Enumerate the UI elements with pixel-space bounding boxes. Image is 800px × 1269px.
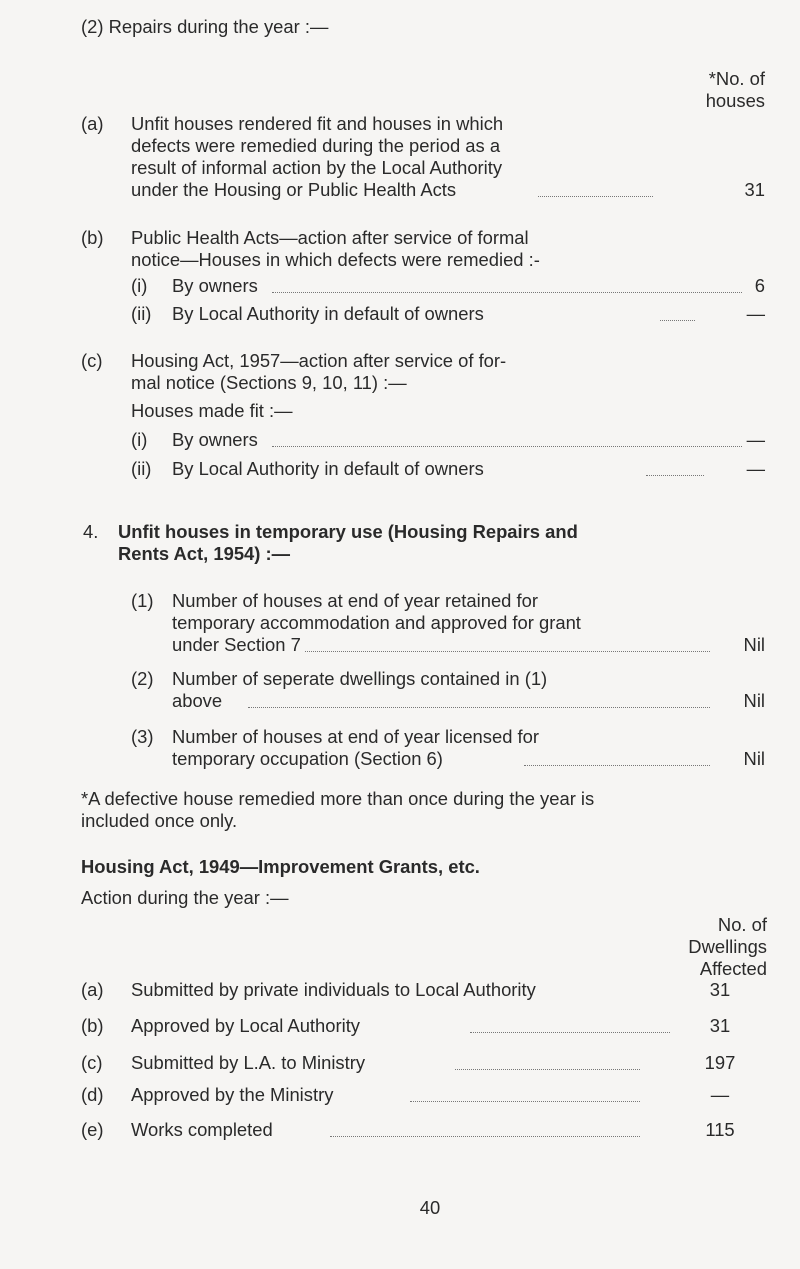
unfit-item-1-text-line: under Section 7 [172, 634, 301, 655]
item-c-text-line: mal notice (Sections 9, 10, 11) :— [131, 372, 407, 393]
dot-leader [410, 1101, 640, 1102]
section-number: 4. [83, 521, 99, 542]
dot-leader [538, 196, 653, 197]
item-b-marker: (b) [81, 227, 104, 248]
dot-leader [646, 475, 704, 476]
unfit-item-2-marker: (2) [131, 668, 154, 689]
grants-item-d-marker: (d) [81, 1084, 104, 1105]
unfit-item-1-marker: (1) [131, 590, 154, 611]
repairs-heading: (2) Repairs during the year :— [81, 16, 329, 37]
grants-heading: Housing Act, 1949—Improvement Grants, etc. [81, 856, 480, 877]
grants-item-b-marker: (b) [81, 1015, 104, 1036]
grants-item-c-value: 197 [704, 1052, 736, 1073]
item-c-i-marker: (i) [131, 429, 148, 450]
grants-item-b-label: Approved by Local Authority [131, 1015, 361, 1036]
dot-leader [248, 707, 710, 708]
unfit-item-2-text-line: above [172, 690, 223, 711]
grants-item-e-value: 115 [705, 1119, 735, 1140]
grants-item-c-marker: (c) [81, 1052, 103, 1073]
unfit-item-3-marker: (3) [131, 726, 154, 747]
item-a-marker: (a) [81, 113, 104, 134]
dot-leader [330, 1136, 640, 1137]
item-c-ii-label: By Local Authority in default of owners [172, 458, 484, 479]
item-c-i-label: By owners [172, 429, 258, 450]
item-c-text-line: Housing Act, 1957—action after service of for- [131, 350, 507, 371]
item-b-ii-value: — [746, 303, 765, 324]
item-c-i-value: — [746, 429, 765, 450]
page-number: 40 [419, 1197, 441, 1218]
item-b-i-label: By owners [172, 275, 258, 296]
grants-item-b-value: 31 [709, 1015, 731, 1036]
item-b-text-line: notice—Houses in which defects were remedied :- [131, 249, 540, 270]
grants-col-header-line: Dwellings [688, 936, 767, 957]
item-c-ii-marker: (ii) [131, 458, 152, 479]
grants-item-e-marker: (e) [81, 1119, 104, 1140]
item-b-i-marker: (i) [131, 275, 148, 296]
unfit-item-3-text-line: Number of houses at end of year licensed for [172, 726, 539, 747]
footnote-line: *A defective house remedied more than once during the year is [81, 788, 595, 809]
col-header-no-of: *No. of [708, 68, 765, 89]
item-a-text-line: under the Housing or Public Health Acts [131, 179, 457, 200]
grants-item-d-label: Approved by the Ministry [131, 1084, 334, 1105]
dot-leader [470, 1032, 670, 1033]
unfit-item-2-value: Nil [743, 690, 765, 711]
grants-col-header-line: Affected [699, 958, 767, 979]
grants-item-a-marker: (a) [81, 979, 104, 1000]
item-a-text-line: result of informal action by the Local Authority [131, 157, 503, 178]
item-a-value: 31 [744, 179, 765, 200]
item-a-text-line: defects were remedied during the period as a [131, 135, 501, 156]
dot-leader [305, 651, 710, 652]
unfit-item-1-text-line: Number of houses at end of year retained for [172, 590, 538, 611]
item-c-ii-value: — [746, 458, 765, 479]
unfit-item-1-value: Nil [743, 634, 765, 655]
dot-leader [455, 1069, 640, 1070]
grants-subheading: Action during the year :— [81, 887, 289, 908]
dot-leader [660, 320, 695, 321]
grants-item-d-value: — [710, 1084, 730, 1105]
unfit-item-2-text-line: Number of seperate dwellings contained in (1) [172, 668, 548, 689]
unfit-item-1-text-line: temporary accommodation and approved for grant [172, 612, 581, 633]
col-header-houses: houses [705, 90, 765, 111]
unfit-heading-line: Unfit houses in temporary use (Housing Repairs and [118, 521, 578, 542]
grants-col-header-line: No. of [717, 914, 767, 935]
dot-leader [524, 765, 710, 766]
item-b-i-value: 6 [754, 275, 765, 296]
grants-item-e-label: Works completed [131, 1119, 273, 1140]
unfit-item-3-value: Nil [743, 748, 765, 769]
dot-leader [272, 446, 742, 447]
dot-leader [272, 292, 742, 293]
item-b-ii-label: By Local Authority in default of owners [172, 303, 484, 324]
grants-item-c-label: Submitted by L.A. to Ministry [131, 1052, 366, 1073]
item-c-marker: (c) [81, 350, 103, 371]
footnote-line: included once only. [81, 810, 238, 831]
item-c-subheading: Houses made fit :— [131, 400, 293, 421]
unfit-item-3-text-line: temporary occupation (Section 6) [172, 748, 443, 769]
grants-item-a-value: 31 [709, 979, 731, 1000]
item-b-text-line: Public Health Acts—action after service of formal [131, 227, 529, 248]
item-a-text-line: Unfit houses rendered fit and houses in which [131, 113, 504, 134]
item-b-ii-marker: (ii) [131, 303, 152, 324]
unfit-heading-line: Rents Act, 1954) :— [118, 543, 291, 564]
grants-item-a-label: Submitted by private individuals to Local Authority [131, 979, 536, 1000]
